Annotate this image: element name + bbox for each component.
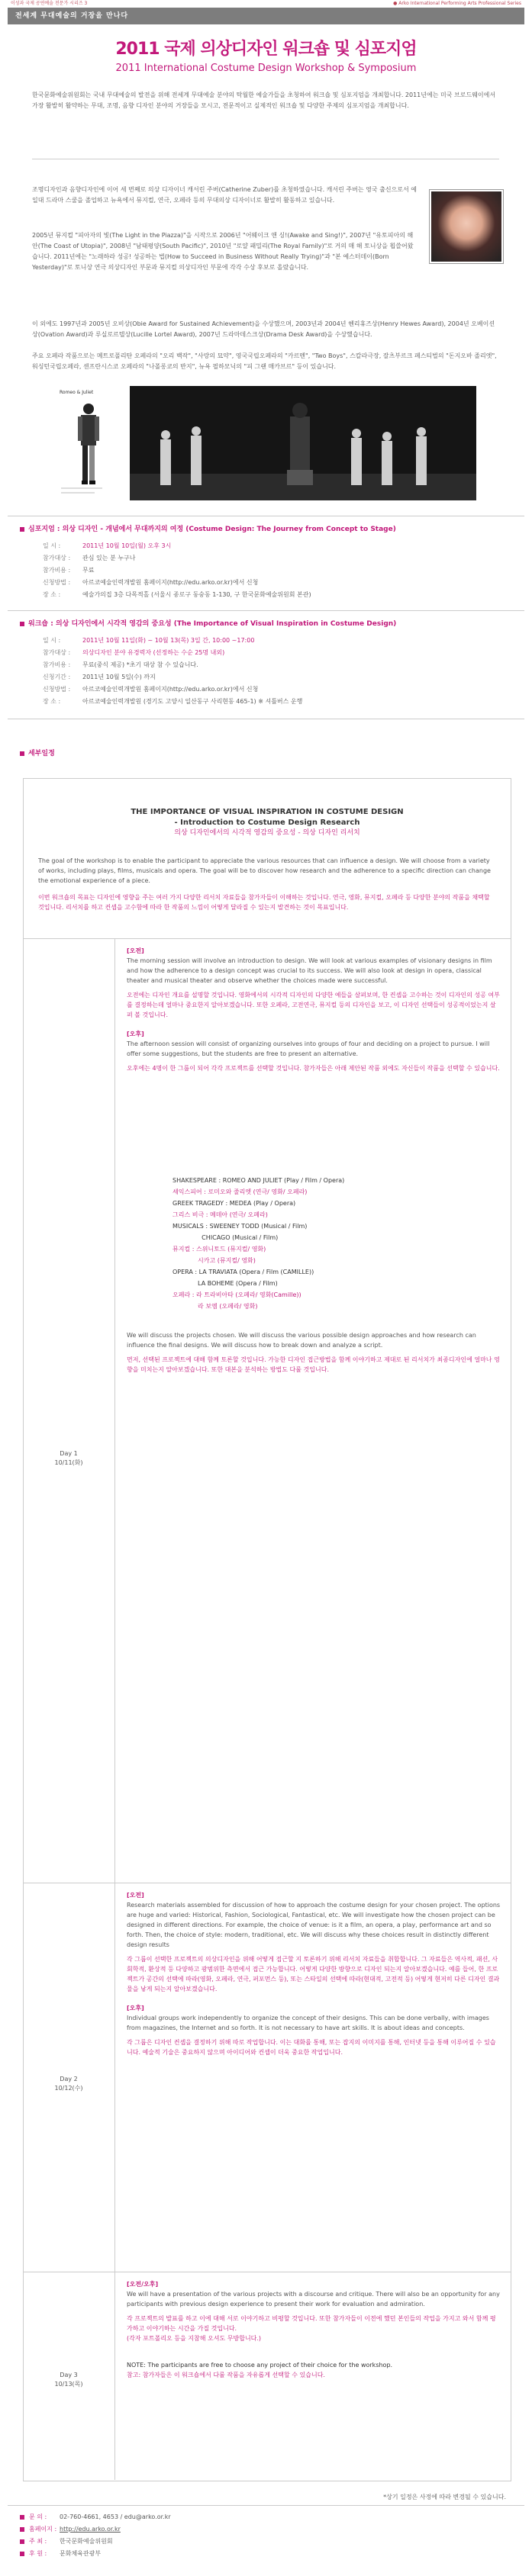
- note-ko: 참고: 참가자들은 이 워크숍에서 다룰 작품을 자유롭게 선택할 수 있습니다.: [127, 2372, 325, 2378]
- project-item: 시카고 (뮤지컬/ 영화): [172, 1257, 256, 1264]
- info-key: 참가대상 :: [43, 555, 71, 561]
- project-item: LA BOHEME (Opera / Film): [172, 1280, 278, 1287]
- bullet-square-icon: [20, 2527, 24, 2532]
- contact-row: [20, 2523, 171, 2536]
- workshop-goal-en: The goal of the workshop is to enable the participant to appreciate the various resources that can influence a design. We will choose from a variety of works, including plays, films, musicals and opera. The goal will be to discover how research and the adherence to a specific direction can change the emotional experience of a piece.: [38, 857, 491, 884]
- workshop-row: [43, 647, 302, 659]
- sponsor: 문화체육관광부: [60, 2550, 102, 2557]
- workshop-info: [43, 635, 302, 708]
- day-1-label: [23, 1449, 114, 1468]
- info-key: 참가대상 :: [43, 649, 71, 656]
- info-key: 장 소 :: [43, 698, 61, 705]
- day-2-label: [23, 2075, 114, 2093]
- day-3-content: [127, 2279, 501, 2380]
- info-value: 관심 있는 분 누구나: [82, 555, 136, 561]
- session-text-ko: 각 그룹이 선택한 프로젝트의 의상디자인을 위해 어떻게 접근할 지 토론하기 위해 리서치 자료들을 취합합니다. 그 자료들은 역사적, 패션, 사회학적, 환상적 등 다양하고 광범위한 측면에서 접근 가능합니다. 어떻게 다양한 방향으로 디자인 되는지 알아보겠습니다. 예를 들어, 한 프로젝트가 공간의 선택에 따라(영화, 오페라, 연극, 퍼포먼스 등), 또는 스타일의 선택에 따라(현대적, 고전적 등) 어떻게 현저히 다른 디자인 결과물을 낳게 되는지 알아보겠습니다.: [127, 1956, 500, 1992]
- symposium-title-text: 심포지엄 : 의상 디자인 - 개념에서 무대까지의 여정 (Costume Design: The Journey from Concept to Stage): [28, 526, 396, 533]
- day-2-content: [127, 1890, 501, 2057]
- bio-paragraph-2: 2005년 뮤지컬 "피아자의 빛(The Light in the Piazza)"을 시작으로 2006년 "어웨이크 앤 싱!(Awake and Sing!)", 2007년 "유토피아의 해안(The Coast of Utopia)", 2008년 "남태평양(South Pacific)", 2010년 "로얄 패밀리(The Royal Family)"로 거의 매 해 토니상을 휩쓸어왔습니다. 2011년에는 "노래하라 성공! 성공하는 법(How to Succeed in Business Without Really Trying)"과 "본 예스터데이(Born Yesterday)"로 토니상 연극 의상디자인 부문과 뮤지컬 의상디자인 부문에 각각 수상 후보로 올랐습니다.: [32, 232, 414, 271]
- workshop-goal-ko: 이번 워크숍의 목표는 디자인에 영향을 주는 여러 가지 다양한 리서치 자료들을 참가자들이 이해하는 것입니다. 연극, 영화, 뮤지컬, 오페라 등 다양한 분야의 작품을 채택할 것입니다. 리서치를 하고 컨셉을 고수함에 따라 한 작품의 느낌이 어떻게 달라질 수 있는지 발견하는 것이 목표입니다.: [38, 894, 490, 911]
- page-subtitle: 2011 International Costume Design Workshop & Symposium: [115, 63, 417, 74]
- row-divider: [23, 938, 511, 939]
- session-text-en: Individual groups work independently to organize the concept of their designs. This can be done verbally, with images from magazines, the Internet and so forth. It is not necessary to have art skills. It is about ideas and concepts.: [127, 2015, 489, 2031]
- day-1-closing: [127, 1330, 501, 1375]
- column-divider: [114, 938, 115, 2480]
- project-item: 오페라 : 라 트라비아타 (오페라/ 영화(Camille)): [172, 1291, 301, 1298]
- session-text-en: We will discuss the projects chosen. We will discuss the various possible design approaches and how research can influence the final designs. We will discuss how to break down and analyze a script.: [127, 1332, 476, 1349]
- info-value: 2011년 10월 11일(화) ~ 10월 13(목) 3일 간, 10:00 ~17:00: [82, 637, 255, 644]
- session-text-en: Research materials assembled for discussion of how to approach the costume design for your chosen project. The options are huge and varied: Historical, Fashion, Sociological, Fantastical, etc. We will investigate how the chosen project can be designed in different directions. For example, the choice of venue: is it a film, an opera, a play, performance art and so forth. Then, the choice of style: modern, traditional, etc. We will discuss why these choices result in distinctly different design results: [127, 1902, 501, 1948]
- page-title: 2011 국제 의상디자인 워크숍 및 심포지엄: [115, 40, 417, 59]
- info-value[interactable]: 아르코예술인력개발원 홈페이지(http://edu.arko.or.kr)에서 신청: [82, 686, 259, 693]
- workshop-title-text: 워크숍 : 의상 디자인에서 시각적 영감의 중요성 (The Importance of Visual Inspiration in Costume Design): [28, 620, 397, 628]
- info-key: 신청방법 :: [43, 686, 71, 693]
- divider: [8, 2505, 524, 2506]
- series-label: 이성과 국제 공연예술 전문가 시리즈 3: [11, 1, 88, 6]
- schedule-heading: THE IMPORTANCE OF VISUAL INSPIRATION IN COSTUME DESIGN - Introduction to Costume Design Research: [131, 808, 404, 827]
- workshop-row: [43, 696, 302, 708]
- homepage-link[interactable]: http://edu.arko.or.kr: [60, 2526, 121, 2533]
- stage-production-image: [130, 386, 476, 500]
- day-label: Day 2: [60, 2076, 78, 2082]
- symposium-row: [43, 552, 311, 564]
- header-band: 전세계 무대예술의 거장을 만나다: [8, 8, 524, 24]
- sketch-label: Romeo & Juliet: [60, 390, 94, 395]
- bullet-square-icon: [20, 751, 24, 756]
- info-key: 장 소 :: [43, 591, 61, 598]
- info-value: 예술가의집 3층 다목적홀 (서울시 종로구 동숭동 1-130, 구 한국문화예술위원회 본관): [82, 591, 311, 598]
- symposium-row: [43, 564, 311, 577]
- symposium-row: [43, 540, 311, 552]
- series-label-en: ● Arko International Performing Arts Professional Series: [393, 1, 521, 6]
- workshop-row: [43, 635, 302, 647]
- schedule-subheading: 의상 디자인에서의 시각적 영감의 중요성 - 의상 디자인 리서치: [174, 829, 360, 837]
- info-key: 일 시 :: [43, 637, 61, 644]
- symposium-info: [43, 540, 311, 601]
- bullet-square-icon: [20, 2552, 24, 2556]
- day-label: Day 1: [60, 1450, 78, 1457]
- contact-row: [20, 2536, 171, 2548]
- schedule-note: *상기 일정은 사정에 따라 변경될 수 있습니다.: [383, 2494, 506, 2500]
- project-item: 그리스 비극 : 메데아 (연극/ 오페라): [172, 1211, 268, 1218]
- project-item: OPERA : LA TRAVIATA (Opera / Film (CAMILLE)): [172, 1269, 314, 1275]
- info-key: 일 시 :: [43, 542, 61, 549]
- divider: [8, 610, 524, 611]
- workshop-row: [43, 671, 302, 683]
- session-text-ko: 먼저, 선택된 프로젝트에 대해 함께 토론할 것입니다. 가능한 디자인 접근방법을 함께 이야기하고 제대로 된 리서치가 최종디자인에 얼마나 영향을 미치는지 알아보겠습니다. 또한 대본을 분석하는 방법도 다룰 것입니다.: [127, 1356, 500, 1373]
- costume-sketch-image: [56, 386, 121, 500]
- symposium-row: [43, 589, 311, 601]
- session-text-en: The afternoon session will consist of organizing ourselves into groups of four and deciding on a project to pursue. I will offer some suggestions, but the students are free to present an alternative.: [127, 1040, 490, 1057]
- session-text-ko: 각 그룹은 디자인 컨셉을 결정하기 위해 따로 작업합니다. 이는 대화를 통해, 또는 잡지의 이미지를 통해, 인터넷 등을 통해 이루어질 수 있습니다. 예술적 기술은 중요하지 않으며 아이디어와 컨셉이 더욱 중요한 작업입니다.: [127, 2039, 496, 2056]
- project-list: [172, 1175, 493, 1312]
- session-text-en: We will have a presentation of the various projects with a discourse and critique. There will also be an opportunity for any participants with previous design experience to present their work for evaluation and admiration.: [127, 2291, 500, 2307]
- project-item: 라 보엠 (오페라/ 영화): [172, 1303, 258, 1310]
- session-text-en: The morning session will involve an introduction to design. We will look at various examples of visionary designs in film and how the adherence to a design concept was crucial to its success. We will also look at design in opera, classical theater and musical theater and observe whether the choices made were successful.: [127, 957, 492, 984]
- info-value: 2011년 10월 10일(월) 오후 3시: [82, 542, 172, 549]
- contact-key: 문 의 :: [29, 2513, 47, 2520]
- session-text-ko: 각 프로젝트의 발표를 하고 이에 대해 서로 이야기하고 비평할 것입니다. 또한 참가자들이 이전에 했던 본인들의 작업을 가지고 와서 함께 평가하고 이야기하는 시간을 가질 것입니다.: [127, 2315, 496, 2332]
- organizer: 한국문화예술위원회: [60, 2538, 113, 2545]
- info-key: 신청방법 :: [43, 579, 71, 586]
- day-date: 10/11(화): [54, 1459, 83, 1466]
- bio-paragraph-1: 조명디자인과 음향디자인에 이어 세 번째로 의상 디자이너 캐서린 주버(Catherine Zuber)를 초청하였습니다. 캐서린 주버는 영국 출신으로서 예일대 드라마 스쿨을 졸업하고 뉴욕에서 뮤지컬, 연극, 오페라 등의 무대의상 디자이너로 활발히 활동하고 있습니다.: [32, 186, 418, 204]
- day-1-content: [127, 946, 501, 1073]
- note-en: NOTE: The participants are free to choose any project of their choice for the workshop.: [127, 2362, 393, 2369]
- bullet-square-icon: [20, 2539, 24, 2544]
- bullet-square-icon: [20, 527, 24, 532]
- top-bar: [0, 0, 532, 7]
- symposium-row: [43, 577, 311, 589]
- session-tag: [오후]: [127, 1031, 144, 1037]
- project-item: 셰익스피어 : 로미오와 줄리엣 (연극/ 영화/ 오페라): [172, 1188, 308, 1195]
- schedule-label: [20, 749, 55, 760]
- bio-paragraph-4: 주요 오페라 작품으로는 메트로폴리탄 오페라의 "오리 백작", "사랑의 묘약", 영국국립오페라의 "카르멘", "Two Boys", 스칼라극장, 잘츠부르크 페스티벌의 "돈지오바 졸리엣", 워싱턴국립오페라, 센프란시스코 오페라의 "나폴롱코의 반지", 뉴욕 필하모닉의 "피 그랜 매카브르" 등이 있습니다.: [32, 352, 497, 370]
- info-value: 무료: [82, 567, 95, 574]
- project-item: CHICAGO (Musical / Film): [172, 1234, 279, 1241]
- project-item: GREEK TRAGEDY : MEDEA (Play / Opera): [172, 1200, 296, 1207]
- day-date: 10/12(수): [54, 2085, 83, 2092]
- contact-row: [20, 2511, 171, 2523]
- workshop-title: [20, 619, 396, 630]
- intro-paragraph: 한국문화예술위원회는 국내 무대예술의 발전을 위해 전세계 무대예술 분야의 탁월한 예술가들을 초청하여 워크숍 및 심포지엄을 개최합니다. 2011년에는 미국 브로드웨이에서 가장 활발히 활약하는 무대, 조명, 음향 디자인 분야의 거장들을 모시고, 전문적이고 실제적인 워크숍 및 다양한 주제의 심포지엄을 개최합니다.: [32, 92, 496, 109]
- info-value: 의상디자인 분야 유경력자 (선정하는 수순 25명 내외): [82, 649, 225, 656]
- info-key: 참가비용 :: [43, 661, 71, 668]
- workshop-row: [43, 683, 302, 696]
- session-tag: [오전]: [127, 1892, 144, 1899]
- session-tag: [오전]: [127, 947, 144, 954]
- contact-phone-email[interactable]: 02-760-4661, 4653 / edu@arko.or.kr: [60, 2513, 171, 2520]
- bullet-square-icon: [20, 2515, 24, 2520]
- contact-row: [20, 2548, 171, 2560]
- info-value: 2011년 10월 5일(수) 까지: [82, 674, 156, 680]
- project-item: MUSICALS : SWEENEY TODD (Musical / Film): [172, 1223, 308, 1230]
- contact-key: 주 최 :: [29, 2538, 47, 2545]
- day-3-label: [23, 2371, 114, 2389]
- schedule-label-text: 세부일정: [28, 750, 55, 757]
- contact-key: 홈페이지 :: [29, 2526, 57, 2533]
- session-tag: [오후]: [127, 2005, 144, 2012]
- session-tag: [오전/오후]: [127, 2281, 159, 2288]
- session-text-ko: (각자 포트폴리오 등을 지참해 오셔도 무방합니다.): [127, 2335, 262, 2342]
- info-key: 참가비용 :: [43, 567, 71, 574]
- symposium-title: [20, 525, 396, 535]
- session-text-ko: 오전에는 디자인 개요를 설명할 것입니다. 영화에서의 시각적 디자인의 다양한 예들을 살펴보며, 한 컨셉을 고수하는 것이 디자인의 성공 여부를 결정하는데 얼마나 중요한지 알아보겠습니다. 또한 오페라, 고전연극, 뮤지컬 등의 디자인을 보고, 이 디자인 선택들이 성공적이었는지 살펴 볼 것입니다.: [127, 992, 500, 1018]
- project-item: SHAKESPEARE : ROMEO AND JULIET (Play / Film / Opera): [172, 1177, 345, 1184]
- day-date: 10/13(목): [54, 2381, 83, 2388]
- info-value: 아르코예술인력개발원 (경기도 고양시 일산동구 사리현동 465-1) ※ 셔틀버스 운행: [82, 698, 303, 705]
- info-key: 신청기간 :: [43, 674, 71, 680]
- project-item: 뮤지컬 : 스위니토드 (뮤지컬/ 영화): [172, 1246, 266, 1253]
- session-text-ko: 오후에는 4명이 한 그룹이 되어 각각 프로젝트를 선택할 것입니다. 참가자들은 아래 제안된 작품 외에도 자신들이 작품을 선택할 수 있습니다.: [127, 1065, 500, 1072]
- designer-portrait: [429, 189, 504, 264]
- info-value[interactable]: 아르코예술인력개발원 홈페이지(http://edu.arko.or.kr)에서 신청: [82, 579, 259, 586]
- contact-info: [20, 2511, 171, 2560]
- day-label: Day 3: [60, 2372, 78, 2378]
- contact-key: 후 원 :: [29, 2550, 47, 2557]
- info-value: 무료(중식 제공) *초기 대상 참 수 있습니다.: [82, 661, 198, 668]
- workshop-row: [43, 659, 302, 671]
- bullet-square-icon: [20, 622, 24, 626]
- bio-paragraph-3: 이 외에도 1997년과 2005년 오비상(Obie Award for Sustained Achievement)을 수상했으며, 2003년과 2004년 헨리휴즈상(Henry Hewes Award), 2004년 오베이션상(Ovation Award)과 루실로르텔상(Lucille Lortel Award), 2007년 드라마데스크상(Drama Desk Award)을 수상했습니다.: [32, 320, 495, 338]
